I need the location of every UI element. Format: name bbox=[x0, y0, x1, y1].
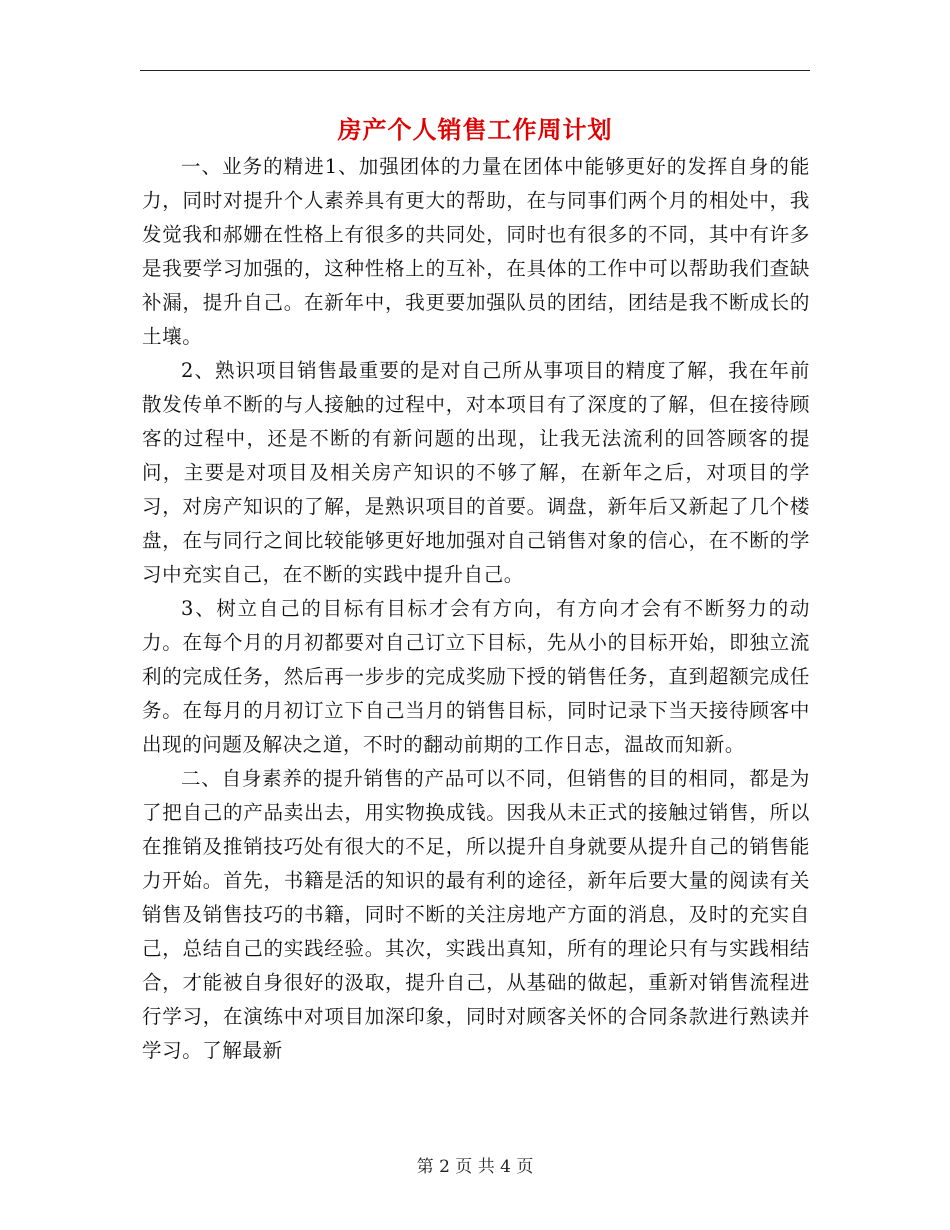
document-title: 房产个人销售工作周计划 bbox=[337, 115, 613, 144]
document-body bbox=[142, 150, 810, 1068]
paragraph-set-goals: 3、树立自己的目标有目标才会有方向，有方向才会有不断努力的动力。在每个月的月初都要对自己订立下目标，先从小的目标开始，即独立流利的完成任务，然后再一步步的完成奖励下授的销售任务，直到超额完成任务。在每月的月初订立下自己当月的销售目标，同时记录下当天接待顾客中出现的问题及解决之道，不时的翻动前期的工作日志，温故而知新。 bbox=[142, 597, 810, 756]
page-number-footer: 第 2 页 共 4 页 bbox=[416, 1157, 534, 1177]
paragraph-know-project: 2、熟识项目销售最重要的是对自己所从事项目的精度了解，我在年前散发传单不断的与人接触的过程中，对本项目有了深度的了解，但在接待顾客的过程中，还是不断的有新问题的出现，让我无法流利的回答顾客的提问，主要是对项目及相关房产知识的不够了解，在新年之后，对项目的学习，对房产知识的了解，是熟识项目的首要。调盘，新年后又新起了几个楼盘，在与同行之间比较能够更好地加强对自己销售对象的信心，在不断的学习中充实自己，在不断的实践中提升自己。 bbox=[142, 359, 810, 586]
paragraph-business-improvement: 一、业务的精进1、加强团体的力量在团体中能够更好的发挥自身的能力，同时对提升个人素养具有更大的帮助，在与同事们两个月的相处中，我发觉我和郝姗在性格上有很多的共同处，同时也有很多的不同，其中有许多是我要学习加强的，这种性格上的互补，在具体的工作中可以帮助我们查缺补漏，提升自己。在新年中，我更要加强队员的团结，团结是我不断成长的土壤。 bbox=[142, 155, 810, 348]
header-rule bbox=[140, 70, 810, 71]
paragraph-self-improvement: 二、自身素养的提升销售的产品可以不同，但销售的目的相同，都是为了把自己的产品卖出去，用实物换成钱。因我从未正式的接触过销售，所以在推销及推销技巧处有很大的不足，所以提升自身就要从提升自己的销售能力开始。首先，书籍是活的知识的最有利的途径，新年后要大量的阅读有关销售及销售技巧的书籍，同时不断的关注房地产方面的消息，及时的充实自己，总结自己的实践经验。其次，实践出真知，所有的理论只有与实践相结合，才能被自身很好的汲取，提升自己，从基础的做起，重新对销售流程进行学习，在演练中对项目加深印象，同时对顾客关怀的合同条款进行熟读并学习。了解最新 bbox=[142, 767, 810, 1062]
